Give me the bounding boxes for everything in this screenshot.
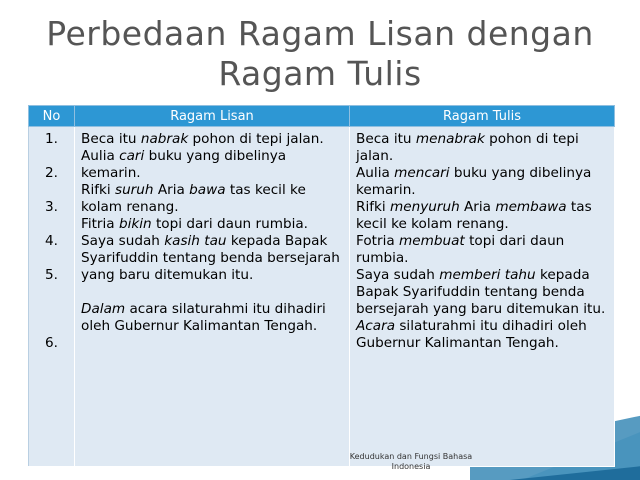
ragam-tulis-column xyxy=(350,127,615,467)
number-column xyxy=(29,127,75,467)
tulis-entry: Aulia mencari buku yang dibelinya kemarin. xyxy=(356,165,592,198)
header-no: No xyxy=(29,106,75,127)
header-ragam-lisan: Ragam Lisan xyxy=(75,106,350,127)
header-ragam-tulis: Ragam Tulis xyxy=(350,106,615,127)
table-header-row xyxy=(29,106,615,127)
lisan-entry: Aulia cari buku yang dibelinya kemarin. xyxy=(81,148,287,181)
lisan-entry: Rifki suruh Aria bawa tas kecil ke kolam renang. xyxy=(81,182,306,215)
title-line-2: Ragam Tulis xyxy=(218,54,422,93)
slide-title xyxy=(0,14,640,94)
tulis-entry: Saya sudah memberi tahu kepada Bapak Syarifuddin tentang benda bersejarah yang baru ditemukan itu. xyxy=(356,267,606,317)
tulis-entry: Rifki menyuruh Aria membawa tas kecil ke kolam renang. xyxy=(356,199,592,232)
title-line-1: Perbedaan Ragam Lisan dengan xyxy=(46,14,594,53)
tulis-entry: Beca itu menabrak pohon di tepi jalan. xyxy=(356,131,579,164)
lisan-entry: Fitria bikin topi dari daun rumbia. xyxy=(81,216,308,232)
tulis-entry: Acara silaturahmi itu dihadiri oleh Gubernur Kalimantan Tengah. xyxy=(356,318,587,351)
ragam-lisan-column xyxy=(75,127,350,467)
tulis-entry: Fotria membuat topi dari daun rumbia. xyxy=(356,233,565,266)
lisan-entry: Saya sudah kasih tau kepada Bapak Syarifuddin tentang benda bersejarah yang baru ditemukan itu. xyxy=(81,233,340,283)
slide-footer xyxy=(318,452,504,472)
row-number: 3. xyxy=(45,199,58,215)
table-row xyxy=(29,127,615,467)
row-number: 2. xyxy=(45,165,58,181)
lisan-entry: Dalam acara silaturahmi itu dihadiri oleh Gubernur Kalimantan Tengah. xyxy=(81,301,326,334)
row-number: 4. xyxy=(45,233,58,249)
row-number: 6. xyxy=(45,335,58,351)
lisan-entry: Beca itu nabrak pohon di tepi jalan. xyxy=(81,131,324,147)
row-number: 5. xyxy=(45,267,58,283)
comparison-table xyxy=(28,105,615,467)
footer-line-2: Indonesia xyxy=(391,462,431,471)
footer-line-1: Kedudukan dan Fungsi Bahasa xyxy=(349,452,473,461)
row-number: 1. xyxy=(45,131,58,147)
